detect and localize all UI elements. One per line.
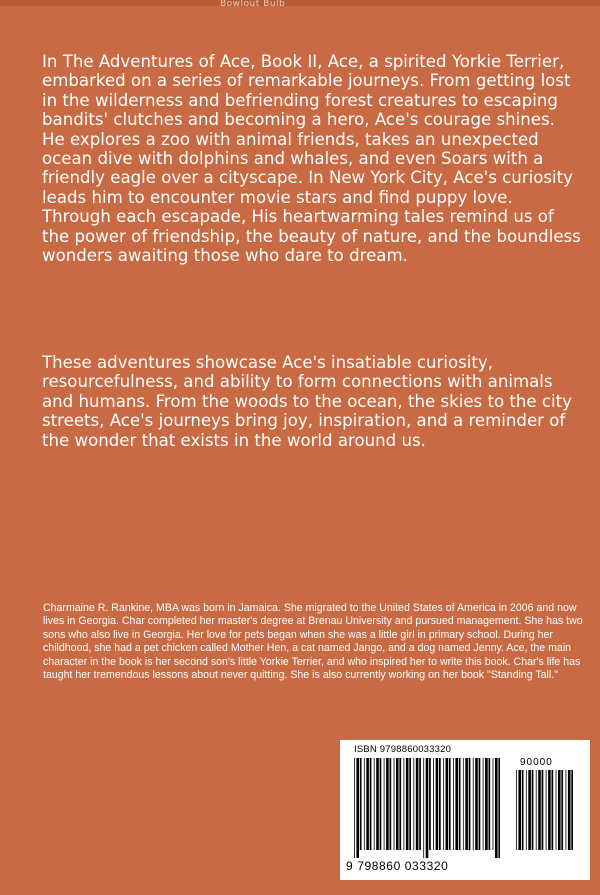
barcode-bar [546, 770, 547, 850]
barcode-bar [522, 770, 524, 850]
top-edge-text: Bowlout Bulb [220, 0, 286, 9]
barcode-bar [423, 758, 424, 858]
barcode-bar [439, 758, 441, 850]
barcode-box [340, 740, 590, 880]
barcode-bar [556, 770, 557, 850]
barcode-bar [364, 758, 365, 850]
barcode-digits: 9 798860 033320 [346, 859, 449, 873]
barcode-bar [489, 758, 491, 850]
barcode-bar [516, 770, 517, 850]
barcode-bar [538, 770, 541, 850]
barcode-bar [548, 770, 551, 850]
barcode-bar [356, 758, 359, 858]
barcode-bar [396, 758, 399, 850]
description-paragraph-2: These adventures showcase Ace's insatiable curiosity, resourcefulness, and ability to form connections with animals and humans. From the woods to the ocean, the skies to the city streets, Ace's journeys bring joy, inspiration, and a reminder of the wonder that exists in the world around us. [42, 353, 572, 450]
barcode-bar [374, 758, 375, 850]
barcode-bar [485, 758, 488, 850]
barcode-bar [483, 758, 484, 850]
barcode-bar [528, 770, 531, 850]
barcode-bar [561, 770, 563, 850]
barcode-bar [532, 770, 534, 850]
barcode-bar [446, 758, 449, 850]
barcode-bar [426, 758, 429, 858]
barcode-bar [449, 758, 451, 850]
barcode-bars [354, 758, 500, 858]
barcode-bar [360, 758, 362, 850]
barcode-bar [542, 770, 544, 850]
author-bio: Charmaine R. Rankine, MBA was born in Jamaica. She migrated to the United States of America in 2006 and now lives in Georgia. Char completed her master's degree at Brenau University and pursued management. She has two sons who also live in Georgia. Her love for pets began when she was a little girl in primary school. During her childhood, she had a pet chicken called Mother Hen, a cat named Jango, and a dog named Jenny. Ace, the main character in the book is her second son's little Yorkie Terrier, and who inspired her to write this book. Char's life has taught her tremendous lessons about never quitting. She is also currently working on her book "Standing Tall." [43, 602, 583, 682]
barcode-bar [495, 758, 498, 858]
barcode-bar [526, 770, 527, 850]
barcode-bar [416, 758, 419, 850]
barcode-bar [390, 758, 392, 850]
barcode-bar [459, 758, 461, 850]
top-edge-strip [0, 0, 600, 6]
barcode-bar [404, 758, 405, 850]
barcode-bar [436, 758, 439, 850]
barcode-bar [429, 758, 431, 850]
barcode-bar [384, 758, 385, 850]
barcode-bar [463, 758, 464, 850]
barcode-addon-bars [516, 770, 576, 858]
barcode-bar [394, 758, 395, 850]
barcode-bar [498, 758, 500, 858]
barcode-bar [399, 758, 401, 850]
barcode-addon-digits: 90000 [520, 757, 553, 768]
isbn-label: ISBN 9798860033320 [354, 744, 452, 755]
barcode-bar [443, 758, 444, 850]
barcode-bar [366, 758, 369, 850]
barcode-bar [406, 758, 409, 850]
barcode-bar [455, 758, 458, 850]
barcode-bar [473, 758, 474, 850]
barcode-bar [465, 758, 468, 850]
barcode-bar [566, 770, 567, 850]
barcode-bar [370, 758, 372, 850]
barcode-bar [413, 758, 414, 850]
barcode-bar [386, 758, 389, 850]
barcode-bar [552, 770, 554, 850]
barcode-bar [469, 758, 471, 850]
barcode-bar [493, 758, 494, 850]
barcode-bar [419, 758, 421, 850]
barcode-bar [568, 770, 571, 850]
barcode-bar [518, 770, 521, 850]
barcode-bar [380, 758, 382, 850]
barcode-bar [475, 758, 478, 850]
barcode-bar [479, 758, 481, 850]
barcode-bar [354, 758, 355, 858]
description-paragraph-1: In The Adventures of Ace, Book II, Ace, a spirited Yorkie Terrier, embarked on a series of remarkable journeys. From getting lost in the wilderness and befriending forest creatures to escaping bandits' clutches and becoming a hero, Ace's courage shines. He explores a zoo with animal friends, takes an unexpected ocean dive with dolphins and whales, and even Soars with a friendly eagle over a cityscape. In New York City, Ace's curiosity leads him to encounter movie stars and find puppy love. Through each escapade, His heartwarming tales remind us of the power of friendship, the beauty of nature, and the boundless wonders awaiting those who dare to dream. [42, 52, 581, 266]
barcode-bar [453, 758, 454, 850]
barcode-bar [571, 770, 573, 850]
barcode-bar [433, 758, 434, 850]
barcode-bar [376, 758, 379, 850]
barcode-bar [409, 758, 411, 850]
barcode-bar [536, 770, 537, 850]
barcode-bar [558, 770, 561, 850]
